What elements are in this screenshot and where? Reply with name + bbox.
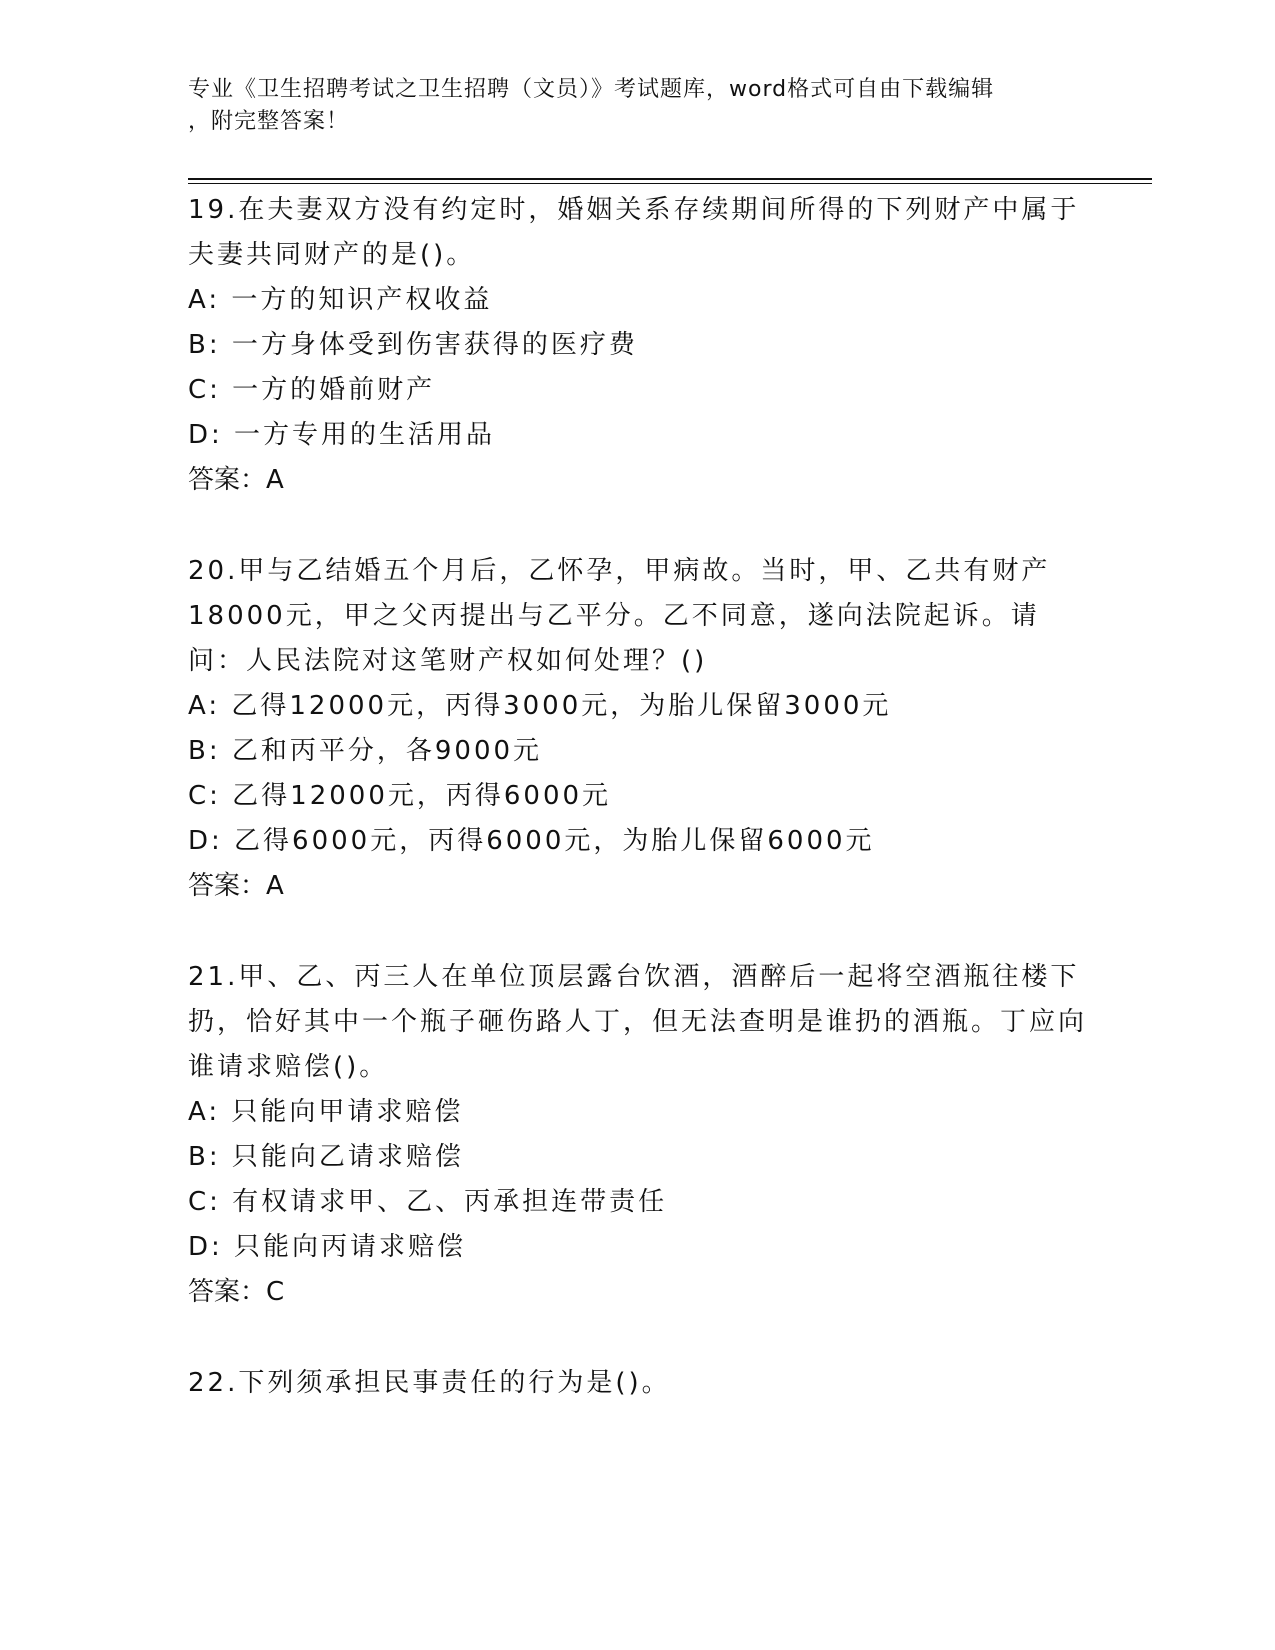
option-c: C: 一方的婚前财产 [188,375,436,405]
question-text: 20.甲与乙结婚五个月后，乙怀孕，甲病故。当时，甲、乙共有财产18000元，甲之父丙提出与乙平分。乙不同意，遂向法院起诉。请问：人民法院对这笔财产权如何处理？() [188,556,1051,676]
question-20 [188,549,1088,909]
question-list [188,188,1088,1452]
option-d: D: 一方专用的生活用品 [188,420,496,450]
option-c: C: 乙得12000元，丙得6000元 [188,781,612,811]
question-21 [188,955,1088,1315]
answer: 答案：A [188,871,284,901]
header-line-1: 专业《卫生招聘考试之卫生招聘（文员）》考试题库，word格式可自由下载编辑 [188,77,995,102]
question-19 [188,188,1088,503]
option-c: C: 有权请求甲、乙、丙承担连带责任 [188,1187,668,1217]
option-d: D: 只能向丙请求赔偿 [188,1232,467,1262]
question-text: 21.甲、乙、丙三人在单位顶层露台饮酒，酒醉后一起将空酒瓶往楼下扔，恰好其中一个瓶子砸伤路人丁，但无法查明是谁扔的酒瓶。丁应向谁请求赔偿()。 [188,962,1088,1082]
question-text: 19.在夫妻双方没有约定时，婚姻关系存续期间所得的下列财产中属于夫妻共同财产的是()。 [188,195,1080,270]
header-line-2: ，附完整答案！ [188,109,350,134]
answer: 答案：A [188,465,284,495]
option-b: B: 只能向乙请求赔偿 [188,1142,464,1172]
header-divider-thick [188,178,1152,180]
question-text: 22.下列须承担民事责任的行为是()。 [188,1368,671,1398]
answer: 答案：C [188,1277,285,1307]
option-a: A: 只能向甲请求赔偿 [188,1097,464,1127]
option-b: B: 一方身体受到伤害获得的医疗费 [188,330,638,360]
option-d: D: 乙得6000元，丙得6000元，为胎儿保留6000元 [188,826,875,856]
option-b: B: 乙和丙平分，各9000元 [188,736,543,766]
option-a: A: 一方的知识产权收益 [188,285,493,315]
question-22 [188,1361,1088,1406]
document-header [188,74,1088,138]
header-divider-thin [188,183,1152,184]
option-a: A: 乙得12000元，丙得3000元，为胎儿保留3000元 [188,691,892,721]
